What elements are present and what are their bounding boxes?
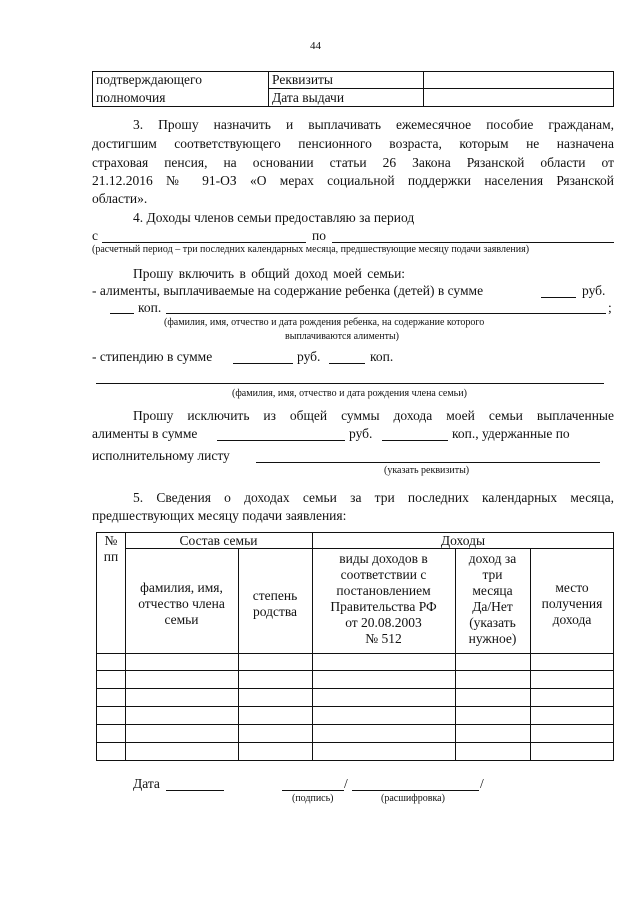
family-member-field[interactable] [96,383,604,384]
row-line-6 [96,742,614,743]
period-to-field[interactable] [332,242,614,243]
alimony-text: - алименты, выплачиваемые на содержание ребенка (детей) в сумме [92,283,484,298]
row-line-4 [96,706,614,707]
slash-1: / [344,776,348,791]
row-line-3 [96,688,614,689]
header-num: № пп [103,533,119,564]
alimony-note-2: выплачиваются алименты) [285,331,400,342]
top-table-row-divider [268,88,614,89]
slash-2: / [480,776,484,791]
top-table-col-divider-2 [423,71,424,107]
row-line-1 [96,653,614,654]
alimony-note-1: (фамилия, имя, отчество и дата рождения ребенка, на содержание которого [164,317,485,328]
row-line-5 [96,724,614,725]
period-from-field[interactable] [102,242,306,243]
date-field[interactable] [166,790,224,791]
header-incomes: Доходы [440,533,486,548]
exclude-line-1: Прошу исключить из общей суммы дохода моей семьи выплаченные [133,408,614,423]
top-table-issue-date-label: Дата выдачи [272,90,345,105]
date-label: Дата [133,776,160,791]
row-line-2 [96,670,614,671]
top-table-requisites-label: Реквизиты [272,72,334,87]
header-relation: степень родства [252,588,298,619]
exclude-rub-label: руб. [349,426,373,441]
decoding-field[interactable] [352,790,479,791]
exclude-kop-tail: коп., удержанные по [452,426,570,441]
item3-line-4: 21.12.2016 № 91-ОЗ «О мерах социальной поддержки населения Рязанской [92,173,614,188]
alimony-kop-field[interactable] [110,313,134,314]
item5-line-1: 5. Сведения о доходах семьи за три последних календарных месяца, [133,490,614,505]
signature-note: (подпись) [292,793,334,804]
item3-line-1: 3. Прошу назначить и выплачивать ежемесячное пособие гражданам, [133,117,614,132]
stipend-rub-label: руб. [297,349,321,364]
include-heading: Прошу включить в общий доход моей семьи: [133,266,406,281]
top-table-col-divider-1 [268,71,269,107]
col-line-1 [125,532,126,761]
decoding-note: (расшифровка) [381,793,445,804]
page-number: 44 [310,40,321,52]
stipend-rub-field[interactable] [233,363,293,364]
header-name: фамилия, имя, отчество члена семьи [138,580,225,627]
alimony-child-field[interactable] [166,313,606,314]
family-member-note: (фамилия, имя, отчество и дата рождения члена семьи) [232,388,467,399]
item5-line-2: предшествующих месяцу подачи заявления: [92,508,347,523]
alimony-rub-label: руб. [582,283,606,298]
item3-line-3: страховая пенсия, на основании статьи 26 Закона Рязанской области от [92,155,614,170]
period-note: (расчетный период – три последних календарных месяца, предшествующие месяцу подачи заявления) [92,244,530,255]
exclude-kop-field[interactable] [382,440,448,441]
period-to-label: по [312,228,326,243]
stipend-text: - стипендию в сумме [92,349,213,364]
writ-label: исполнительному листу [92,448,230,463]
alimony-semicolon: ; [608,300,612,315]
period-from-label: с [92,228,98,243]
stipend-kop-field[interactable] [329,363,365,364]
top-table-left-line-2: полномочия [96,90,166,105]
header-three-months: доход за три месяца Да/Нет (указать нужное) [468,551,517,646]
exclude-rub-field[interactable] [217,440,345,441]
top-table-left-line-1: подтверждающего [96,72,203,87]
signature-field[interactable] [282,790,344,791]
writ-note: (указать реквизиты) [384,465,470,476]
alimony-kop-label: коп. [138,300,162,315]
alimony-rub-field[interactable] [541,297,576,298]
col-line-2 [238,548,239,761]
header-family: Состав семьи [179,533,258,548]
header-income-types: виды доходов в соответствии с постановлением Правительства РФ от 20.08.2003 № 512 [330,551,437,646]
writ-requisites-field[interactable] [256,462,600,463]
item4-heading: 4. Доходы членов семьи предоставляю за период [133,210,415,225]
exclude-amount-label: алименты в сумме [92,426,198,441]
stipend-kop-label: коп. [370,349,394,364]
header-income-place: место получения дохода [541,580,603,627]
item3-line-5: области». [92,191,148,206]
item3-line-2: достигшим соответствующего пенсионного возраста, которым не назначена [92,136,614,151]
